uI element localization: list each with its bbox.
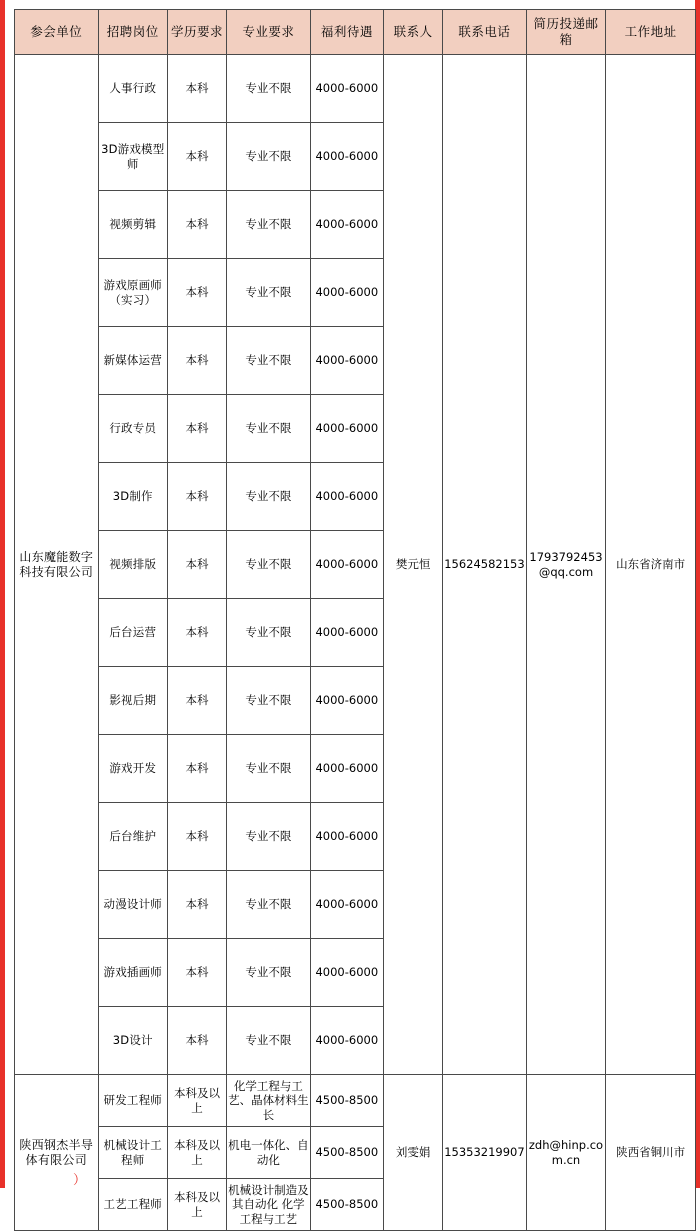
cell-contact: 樊元恒 <box>384 55 443 1075</box>
cell-major: 专业不限 <box>227 871 311 939</box>
cell-position: 视频排版 <box>98 531 167 599</box>
cell-salary: 4000-6000 <box>310 667 383 735</box>
cell-position: 研发工程师 <box>98 1075 167 1127</box>
cell-position: 行政专员 <box>98 395 167 463</box>
cell-company: 山东魔能数字科技有限公司 <box>15 55 99 1075</box>
cell-major: 机电一体化、自动化 <box>227 1127 311 1179</box>
cell-address: 山东省济南市 <box>606 55 696 1075</box>
cell-position: 3D制作 <box>98 463 167 531</box>
cell-contact: 刘雯娟 <box>384 1075 443 1231</box>
cell-education: 本科及以上 <box>167 1075 226 1127</box>
cell-salary: 4000-6000 <box>310 123 383 191</box>
cell-education: 本科 <box>167 667 226 735</box>
cell-major: 专业不限 <box>227 123 311 191</box>
page-red-mark: ） <box>73 1173 87 1188</box>
cell-salary: 4000-6000 <box>310 463 383 531</box>
cell-position: 视频剪辑 <box>98 191 167 259</box>
cell-education: 本科 <box>167 531 226 599</box>
job-listing-table <box>14 9 696 1231</box>
cell-position: 新媒体运营 <box>98 327 167 395</box>
cell-major: 专业不限 <box>227 259 311 327</box>
cell-salary: 4000-6000 <box>310 871 383 939</box>
cell-education: 本科及以上 <box>167 1127 226 1179</box>
table-row <box>15 55 696 123</box>
cell-position: 工艺工程师 <box>98 1179 167 1231</box>
cell-position: 后台运营 <box>98 599 167 667</box>
cell-education: 本科 <box>167 871 226 939</box>
cell-position: 人事行政 <box>98 55 167 123</box>
cell-salary: 4000-6000 <box>310 939 383 1007</box>
table-row <box>15 1075 696 1127</box>
cell-salary: 4000-6000 <box>310 327 383 395</box>
cell-major: 专业不限 <box>227 55 311 123</box>
cell-major: 专业不限 <box>227 191 311 259</box>
cell-salary: 4000-6000 <box>310 395 383 463</box>
cell-education: 本科及以上 <box>167 1179 226 1231</box>
cell-education: 本科 <box>167 735 226 803</box>
cell-major: 专业不限 <box>227 599 311 667</box>
header-contact: 联系人 <box>384 10 443 55</box>
cell-salary: 4000-6000 <box>310 191 383 259</box>
cell-position: 机械设计工程师 <box>98 1127 167 1179</box>
cell-position: 游戏原画师（实习） <box>98 259 167 327</box>
cell-position: 游戏开发 <box>98 735 167 803</box>
cell-major: 专业不限 <box>227 939 311 1007</box>
header-phone: 联系电话 <box>443 10 527 55</box>
header-salary: 福利待遇 <box>310 10 383 55</box>
cell-education: 本科 <box>167 191 226 259</box>
cell-company: 陕西钢杰半导体有限公司 <box>15 1075 99 1231</box>
cell-position: 影视后期 <box>98 667 167 735</box>
cell-salary: 4000-6000 <box>310 735 383 803</box>
cell-salary: 4500-8500 <box>310 1179 383 1231</box>
cell-phone: 15353219907 <box>443 1075 527 1231</box>
cell-position: 后台维护 <box>98 803 167 871</box>
header-company: 参会单位 <box>15 10 99 55</box>
cell-salary: 4000-6000 <box>310 259 383 327</box>
cell-major: 专业不限 <box>227 395 311 463</box>
cell-salary: 4000-6000 <box>310 803 383 871</box>
job-fair-table-container <box>14 9 696 1231</box>
cell-education: 本科 <box>167 259 226 327</box>
table-body <box>15 55 696 1231</box>
cell-major: 专业不限 <box>227 803 311 871</box>
cell-email: zdh@hinp.com.cn <box>526 1075 606 1231</box>
cell-major: 专业不限 <box>227 327 311 395</box>
cell-position: 动漫设计师 <box>98 871 167 939</box>
cell-major: 机械设计制造及其自动化 化学工程与工艺 <box>227 1179 311 1231</box>
header-education: 学历要求 <box>167 10 226 55</box>
cell-major: 化学工程与工艺、晶体材料生长 <box>227 1075 311 1127</box>
cell-major: 专业不限 <box>227 1007 311 1075</box>
cell-position: 游戏插画师 <box>98 939 167 1007</box>
cell-position: 3D设计 <box>98 1007 167 1075</box>
cell-education: 本科 <box>167 599 226 667</box>
cell-major: 专业不限 <box>227 531 311 599</box>
cell-salary: 4000-6000 <box>310 599 383 667</box>
cell-phone: 15624582153 <box>443 55 527 1075</box>
cell-position: 3D游戏模型师 <box>98 123 167 191</box>
cell-salary: 4500-8500 <box>310 1075 383 1127</box>
cell-education: 本科 <box>167 327 226 395</box>
cell-education: 本科 <box>167 123 226 191</box>
header-position: 招聘岗位 <box>98 10 167 55</box>
cell-education: 本科 <box>167 803 226 871</box>
cell-salary: 4000-6000 <box>310 531 383 599</box>
cell-education: 本科 <box>167 463 226 531</box>
header-email: 简历投递邮箱 <box>526 10 606 55</box>
cell-address: 陕西省铜川市 <box>606 1075 696 1231</box>
cell-major: 专业不限 <box>227 667 311 735</box>
header-major: 专业要求 <box>227 10 311 55</box>
header-row <box>15 10 696 55</box>
cell-email: 1793792453@qq.com <box>526 55 606 1075</box>
cell-salary: 4500-8500 <box>310 1127 383 1179</box>
cell-education: 本科 <box>167 55 226 123</box>
cell-major: 专业不限 <box>227 735 311 803</box>
cell-education: 本科 <box>167 1007 226 1075</box>
cell-salary: 4000-6000 <box>310 55 383 123</box>
table-header <box>15 10 696 55</box>
cell-salary: 4000-6000 <box>310 1007 383 1075</box>
cell-education: 本科 <box>167 395 226 463</box>
cell-major: 专业不限 <box>227 463 311 531</box>
cell-education: 本科 <box>167 939 226 1007</box>
header-address: 工作地址 <box>606 10 696 55</box>
